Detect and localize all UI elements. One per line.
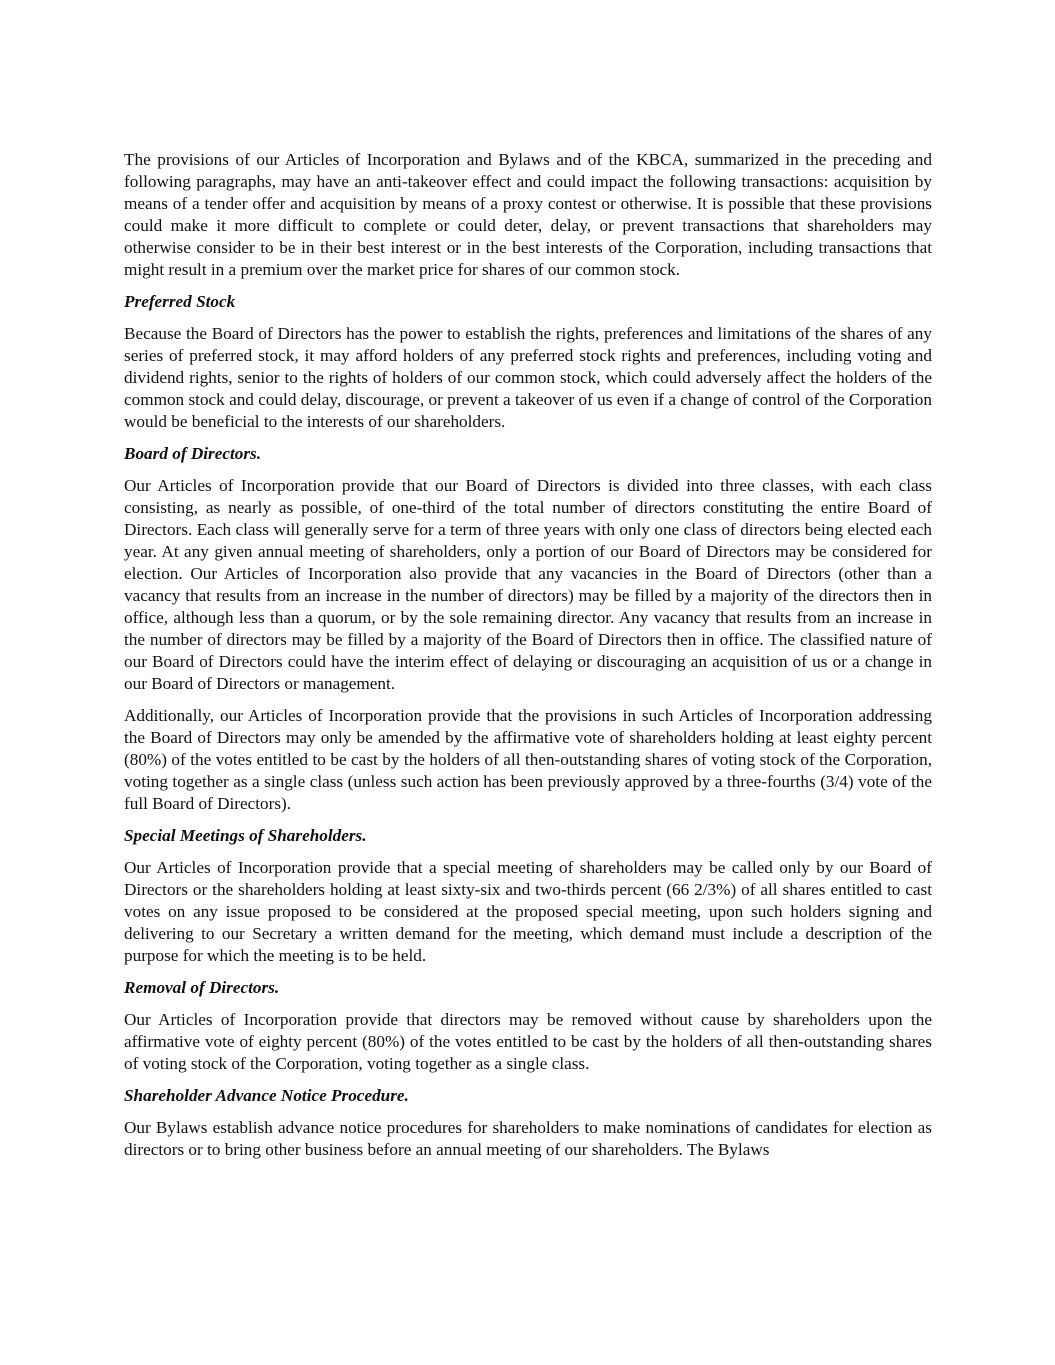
removal-of-directors-paragraph: Our Articles of Incorporation provide that directors may be removed without cause by shareholders upon the affirmative vote of eighty percent (80%) of the votes entitled to be cast by the holders of all then-outstanding shares of voting stock of the Corporation, voting together as a single class. — [124, 1010, 932, 1073]
document-page — [124, 149, 932, 1171]
advance-notice-paragraph: Our Bylaws establish advance notice procedures for shareholders to make nominations of candidates for election as directors or to bring other business before an annual meeting of our shareholders. The Bylaws — [124, 1118, 932, 1159]
intro-paragraph: The provisions of our Articles of Incorporation and Bylaws and of the KBCA, summarized in the preceding and following paragraphs, may have an anti-takeover effect and could impact the following transactions: acquisition by means of a tender offer and acquisition by means of a proxy contest or otherwise. It is possible that these provisions could make it more difficult to complete or could deter, delay, or prevent transactions that shareholders may otherwise consider to be in their best interest or in the best interests of the Corporation, including transactions that might result in a premium over the market price for shares of our common stock. — [124, 150, 932, 279]
special-meetings-paragraph: Our Articles of Incorporation provide that a special meeting of shareholders may be called only by our Board of Directors or the shareholders holding at least sixty-six and two-thirds percent (66 2/3%) of all shares entitled to cast votes on any issue proposed to be considered at the proposed special meeting, upon such holders signing and delivering to our Secretary a written demand for the meeting, which demand must include a description of the purpose for which the meeting is to be held. — [124, 858, 932, 965]
heading-special-meetings: Special Meetings of Shareholders. — [124, 826, 367, 845]
preferred-stock-paragraph: Because the Board of Directors has the power to establish the rights, preferences and limitations of the shares of any series of preferred stock, it may afford holders of any preferred stock rights and preferences, including voting and dividend rights, senior to the rights of holders of our common stock, which could adversely affect the holders of the common stock and could delay, discourage, or prevent a takeover of us even if a change of control of the Corporation would be beneficial to the interests of our shareholders. — [124, 324, 932, 431]
board-of-directors-paragraph-2: Additionally, our Articles of Incorporation provide that the provisions in such Articles of Incorporation addressing the Board of Directors may only be amended by the affirmative vote of shareholders holding at least eighty percent (80%) of the votes entitled to be cast by the holders of all then-outstanding shares of voting stock of the Corporation, voting together as a single class (unless such action has been previously approved by a three-fourths (3/4) vote of the full Board of Directors). — [124, 706, 932, 813]
heading-board-of-directors: Board of Directors. — [124, 444, 262, 463]
heading-removal-of-directors: Removal of Directors. — [124, 978, 280, 997]
heading-advance-notice: Shareholder Advance Notice Procedure. — [124, 1086, 409, 1105]
board-of-directors-paragraph: Our Articles of Incorporation provide that our Board of Directors is divided into three classes, with each class consisting, as nearly as possible, of one-third of the total number of directors constituting the entire Board of Directors. Each class will generally serve for a term of three years with only one class of directors being elected each year. At any given annual meeting of shareholders, only a portion of our Board of Directors may be considered for election. Our Articles of Incorporation also provide that any vacancies in the Board of Directors (other than a vacancy that results from an increase in the number of directors) may be filled by a majority of the directors then in office, although less than a quorum, or by the sole remaining director. Any vacancy that results from an increase in the number of directors may be filled by a majority of the Board of Directors then in office. The classified nature of our Board of Directors could have the interim effect of delaying or discouraging an acquisition of us or a change in our Board of Directors or management. — [124, 476, 932, 693]
heading-preferred-stock: Preferred Stock — [124, 292, 236, 311]
